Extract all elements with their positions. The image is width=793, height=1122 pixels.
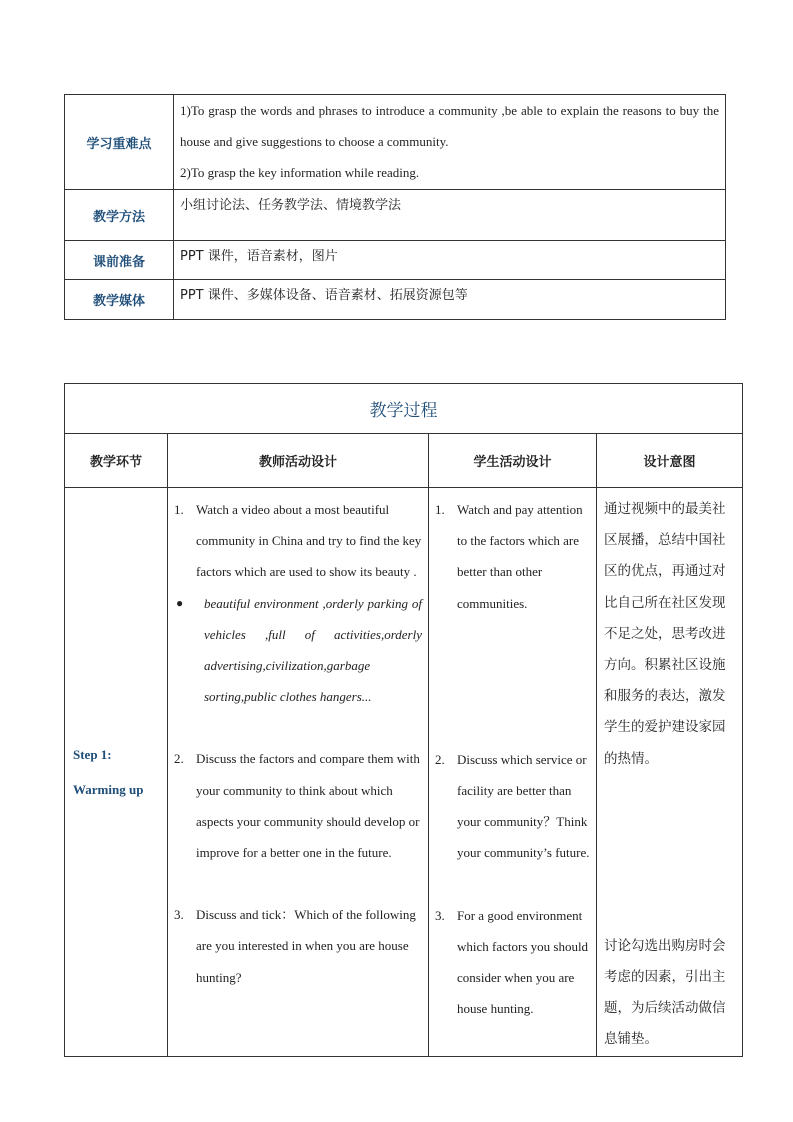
key-points-content [174, 95, 726, 190]
student-item-2: 2. Discuss which service or facility are better than your community？Think your community’s future. [435, 751, 590, 861]
lesson-info-table [64, 94, 726, 320]
key-point-2: 2)To grasp the key information while reading. [180, 165, 420, 180]
methods-label: 教学方法 [65, 190, 174, 241]
preparation-label: 课前准备 [65, 241, 174, 280]
teacher-activity-cell [168, 488, 429, 1057]
media-label: 教学媒体 [65, 280, 174, 320]
process-title: 教学过程 [65, 384, 743, 434]
header-intent: 设计意图 [597, 434, 743, 488]
bullet-icon: ● [176, 595, 184, 610]
info-row-key-points [65, 95, 726, 190]
preparation-content: PPT 课件，语音素材，图片 [174, 241, 726, 280]
teacher-item-1: 1. Watch a video about a most beautiful community in China and try to find the key factors which are used to show its beauty . [174, 502, 422, 580]
teacher-item-3: 3. Discuss and tick：Which of the following are you interested in when you are house hunting? [174, 907, 416, 985]
intent-paragraph-1: 通过视频中的最美社区展播，总结中国社区的优点，再通过对比自己所在社区发现不足之处，思考改进方向。积累社区设施和服务的表达，激发学生的爱护建设家园的热情。 [604, 501, 726, 767]
teacher-item-2: 2. Discuss the factors and compare them with your community to think about which aspects your community should develop or improve for a better one in the future. [174, 751, 420, 861]
step-name: Warming up [73, 781, 144, 797]
student-item-3: 3. For a good environment which factors you should consider when you are house hunting. [435, 907, 589, 1017]
header-stage: 教学环节 [65, 434, 168, 488]
student-item-1: 1. Watch and pay attention to the factors which are better than other communities. [435, 502, 583, 611]
info-row-preparation [65, 241, 726, 280]
teaching-process-table [64, 383, 743, 1057]
process-header-row [65, 434, 743, 488]
teacher-bullet-item: ● beautiful environment ,orderly parking of vehicles ,full of activities,orderly advertising,civilization,garbage sorting,public clothes hangers... [174, 588, 422, 713]
key-point-1: 1)To grasp the words and phrases to introduce a community ,be able to explain the reasons to buy the house and give suggestions to choose a community. [180, 103, 719, 149]
header-teacher: 教师活动设计 [168, 434, 429, 488]
media-content: PPT 课件、多媒体设备、语音素材、拓展资源包等 [174, 280, 726, 320]
process-row-step1 [65, 488, 743, 1057]
step-cell [65, 488, 168, 1057]
design-intent-cell [597, 488, 743, 1057]
step-number: Step 1: [73, 746, 112, 762]
intent-paragraph-2: 讨论勾选出购房时会考虑的因素，引出主题，为后续活动做信息铺垫。 [604, 937, 726, 1048]
header-student: 学生活动设计 [429, 434, 597, 488]
info-row-methods [65, 190, 726, 241]
info-row-media [65, 280, 726, 320]
methods-content: 小组讨论法、任务教学法、情境教学法 [174, 190, 726, 241]
key-points-label: 学习重难点 [65, 95, 174, 190]
student-activity-cell [429, 488, 597, 1057]
